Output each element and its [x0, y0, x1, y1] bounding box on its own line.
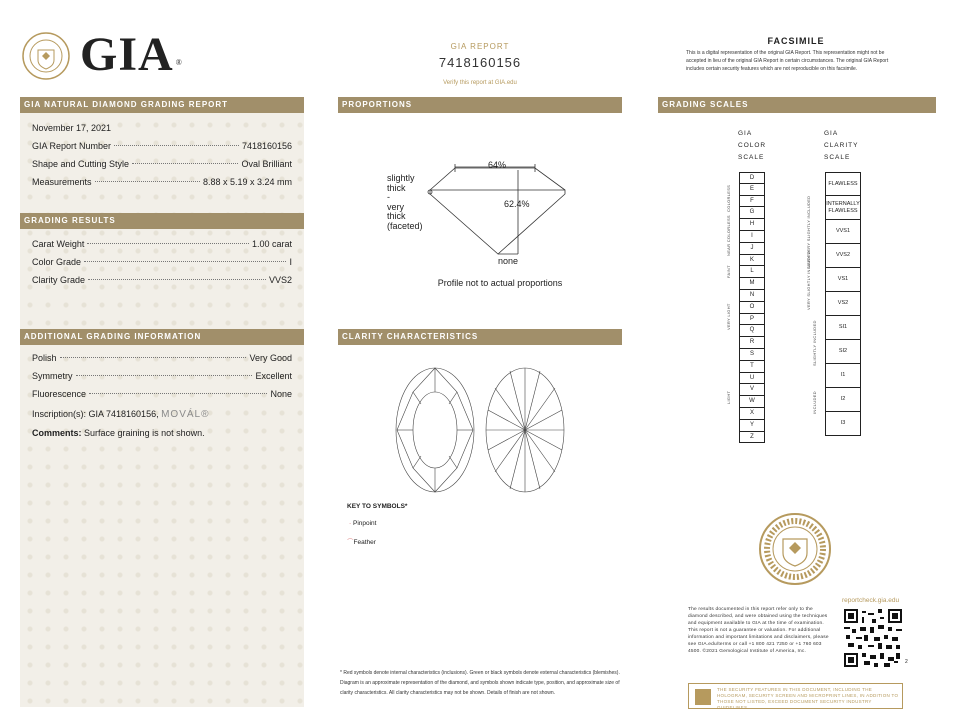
lock-icon — [695, 689, 711, 705]
symbol-feather: ⌒Feather — [347, 539, 376, 546]
color-grade: F — [739, 196, 765, 208]
shape-row: Shape and Cutting Style Oval Brilliant — [32, 159, 292, 169]
color-group-label: FAINT — [726, 265, 731, 278]
color-grade: I — [739, 231, 765, 243]
report-label: GIA REPORT — [450, 42, 510, 51]
clarity-group-label: SLIGHTLY INCLUDED — [812, 320, 817, 366]
clarity-plot-diagram — [395, 366, 571, 494]
report-number-row: GIA Report Number 7418160156 — [32, 141, 292, 151]
report-date: November 17, 2021 — [32, 123, 112, 133]
fluorescence-row: Fluorescence None — [32, 389, 292, 399]
inscription: Inscription(s): GIA 7418160156, MOVÁL® — [32, 409, 210, 420]
color-grade: J — [739, 243, 765, 255]
qr-code-icon[interactable] — [844, 609, 902, 667]
measurements-row: Measurements 8.88 x 5.19 x 3.24 mm — [32, 177, 292, 187]
color-row: Color Grade I — [32, 257, 292, 267]
clarity-scale — [825, 172, 861, 436]
proportions-diagram — [420, 158, 580, 268]
symbol-pinpoint: · Pinpoint — [349, 520, 377, 527]
color-grade: Q — [739, 325, 765, 337]
verify-link[interactable]: Verify this report at GIA.edu — [443, 80, 517, 86]
color-grade: V — [739, 384, 765, 396]
color-grade: E — [739, 184, 765, 196]
reportcheck-link[interactable]: reportcheck.gia.edu — [842, 597, 900, 604]
gia-seal-icon — [22, 32, 70, 80]
facsimile-notice — [686, 36, 906, 73]
additional-section — [20, 329, 304, 442]
color-grade: T — [739, 361, 765, 373]
color-grade: G — [739, 207, 765, 219]
security-text: THE SECURITY FEATURES IN THIS DOCUMENT, INCLUDING THE HOLOGRAM, SECURITY SCREEN AND MICROPRINT LINES, IN ADDITION TO THOSE NOT LISTED, EXCEED DOCUMENT SECURITY INDUSTRY GUIDELINES. — [717, 687, 899, 710]
girdle-label: slightly thick - very thick (faceted) — [387, 173, 423, 231]
clarity-grade: FLAWLESS — [825, 172, 861, 196]
color-grade: M — [739, 278, 765, 290]
symmetry-row: Symmetry Excellent — [32, 371, 292, 381]
clarity-group-label: INCLUDED — [812, 391, 817, 414]
color-group-label: NEAR COLORLESS — [726, 215, 731, 256]
clarity-grade: I1 — [825, 364, 861, 388]
clarity-scale-head: GIA CLARITY SCALE — [824, 130, 859, 161]
security-notice — [688, 683, 903, 709]
clarity-grade: VVS2 — [825, 244, 861, 268]
color-scale — [739, 172, 765, 443]
clarity-grade: SI2 — [825, 340, 861, 364]
section-title: GIA NATURAL DIAMOND GRADING REPORT — [20, 97, 304, 113]
carat-row: Carat Weight 1.00 carat — [32, 239, 292, 249]
color-grade: L — [739, 266, 765, 278]
qr-number: 2 — [905, 659, 908, 665]
color-grade: D — [739, 172, 765, 184]
color-scale-head: GIA COLOR SCALE — [738, 130, 767, 161]
color-grade: Y — [739, 420, 765, 432]
color-grade: H — [739, 219, 765, 231]
color-grade: X — [739, 408, 765, 420]
proportions-caption: Profile not to actual proportions — [437, 278, 563, 288]
color-grade: O — [739, 302, 765, 314]
clarity-group-label: VERY SLIGHTLY INCLUDED — [806, 251, 811, 310]
section-title: ADDITIONAL GRADING INFORMATION — [20, 329, 304, 345]
color-grade: W — [739, 396, 765, 408]
clarity-grade: SI1 — [825, 316, 861, 340]
clarity-grade: INTERNALLY FLAWLESS — [825, 196, 861, 220]
color-grade: P — [739, 314, 765, 326]
color-grade: U — [739, 373, 765, 385]
report-number: 7418160156 — [438, 55, 522, 70]
clarity-title: CLARITY CHARACTERISTICS — [338, 329, 622, 345]
clarity-grade: I2 — [825, 388, 861, 412]
gia-logo: GIA ® — [80, 28, 183, 81]
color-grade: N — [739, 290, 765, 302]
culet-label: none — [498, 256, 519, 266]
table-percent: 64% — [488, 160, 507, 170]
key-to-symbols: KEY TO SYMBOLS* — [347, 503, 408, 510]
color-grade: R — [739, 337, 765, 349]
polish-row: Polish Very Good — [32, 353, 292, 363]
grading-results-section — [20, 213, 304, 289]
report-section — [20, 97, 304, 191]
section-title: GRADING RESULTS — [20, 213, 304, 229]
depth-percent: 62.4% — [504, 199, 530, 209]
color-grade: K — [739, 255, 765, 267]
clarity-group-label: VERY VERY SLIGHTLY INCLUDED — [806, 195, 811, 268]
color-grade: Z — [739, 432, 765, 444]
color-grade: S — [739, 349, 765, 361]
color-group-label: VERY LIGHT — [726, 303, 731, 330]
gia-emblem-icon — [758, 512, 832, 586]
grading-scales-title: GRADING SCALES — [658, 97, 936, 113]
facsimile-title: FACSIMILE — [767, 36, 825, 46]
disclaimer: The results documented in this report refer only to the diamond described, and were obtained using the techniques and equipment available to GIA at the time of examination. This report is not a guarantee or valuation. For additional information and important limitations and disclaimers, please see GIA.edu/terms or call +1 800 421 7250 or +1 760 603 4500. ©2021 Gemological Institute of America, Inc. — [688, 607, 829, 654]
comments: Comments: Surface graining is not shown. — [32, 428, 205, 438]
clarity-footnote: * Red symbols denote internal characteristics (inclusions). Green or black symbols denote external characteristics (blemishes). Diagram is an approximate representation of the diamond, and symbols shown indicate type, position, and approximate size of clarity characteristics. All clarity characteristics may not be shown. Details of finish are not shown. — [340, 670, 620, 696]
facsimile-text: This is a digital representation of the original GIA Report. This representation might not be accepted in lieu of the original GIA Report in certain circumstances. The original GIA Report includes certain security features which are not reproducible on this facsimile. — [686, 50, 889, 72]
proportions-title: PROPORTIONS — [338, 97, 622, 113]
clarity-grade: VS1 — [825, 268, 861, 292]
clarity-grade: I3 — [825, 412, 861, 436]
clarity-grade: VVS1 — [825, 220, 861, 244]
left-panel — [20, 97, 304, 707]
report-header — [410, 42, 550, 86]
color-group-label: LIGHT — [726, 390, 731, 404]
color-group-label: COLORLESS — [726, 184, 731, 212]
clarity-grade: VS2 — [825, 292, 861, 316]
clarity-row: Clarity Grade VVS2 — [32, 275, 292, 285]
